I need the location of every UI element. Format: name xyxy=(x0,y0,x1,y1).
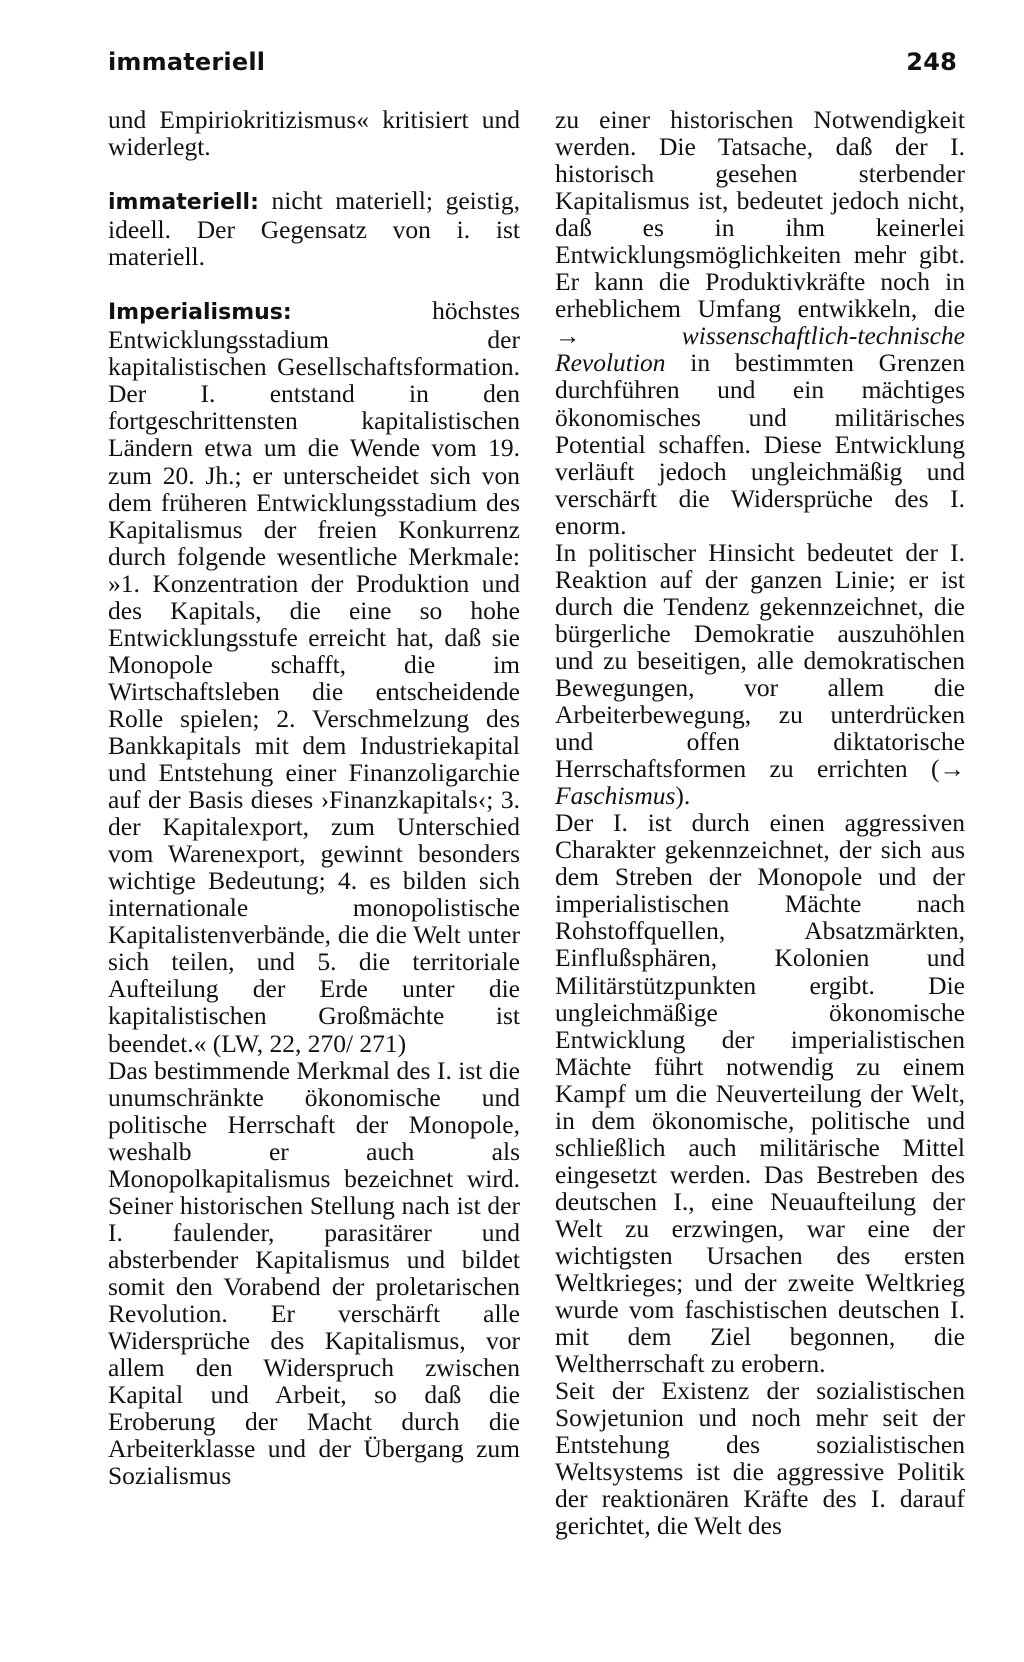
body-paragraph: Seit der Existenz der sozialistischen Sowjetunion und noch mehr seit der Entstehung des sozialistischen Weltsystems ist die aggressive Politik der reaktionären Kräfte des I. darauf gerichtet, die Welt des xyxy=(555,1376,965,1541)
entry-immateriell xyxy=(108,187,520,270)
entry-definition: höchstes Entwicklungsstadium der kapitalistischen Gesellschaftsformation. Der I. entstand in den fortgeschrittensten kapitalistischen Ländern etwa um die Wende vom 19. zum 20. Jh.; er unterscheidet sich von dem früheren Entwicklungsstadium des Kapitalismus der freien Konkurrenz durch folgende wesentliche Merkmale: »1. Konzentration der Produktion und des Kapitals, die eine so hohe Entwicklungsstufe erreicht hat, daß sie Monopole schafft, die im Wirtschaftsleben die entscheidende Rolle spielen; 2. Verschmelzung des Bankkapitals mit dem Industriekapital und Entstehung einer Finanzoligarchie auf der Basis dieses ›Finanzkapitals‹; 3. der Kapitalexport, zum Unterschied vom Warenexport, gewinnt besonders wichtige Bedeutung; 4. es bilden sich internationale monopolistische Kapitalistenverbände, die die Welt unter sich teilen, und 5. die territoriale Aufteilung der Erde unter die kapitalistischen Großmächte ist beendet.« (LW, 22, 270/ 271) xyxy=(108,296,520,1058)
text-run: In politischer Hinsicht bedeutet der I. Reaktion auf der ganzen Linie; er ist durch die Tendenz gekennzeichnet, die bürgerliche Demokratie auszuhöhlen und zu beseitigen, alle demokratischen Bewegungen, vor allem die Arbeiterbewegung, zu unterdrücken und offen diktatorische Herrschaftsformen zu errichten ( xyxy=(555,537,965,784)
right-column xyxy=(555,106,965,1539)
left-column xyxy=(108,106,520,1489)
entry-term: immateriell: xyxy=(108,190,259,216)
text-run: ). xyxy=(675,781,691,811)
text-run: in bestimmten Grenzen durchführen und ein mächtiges ökonomisches und militärisches Potential schaffen. Diese Entwicklung verläuft jedoch ungleichmäßig und verschärft die Widersprüche des I. enorm. xyxy=(555,348,965,540)
entry-term: Imperialismus: xyxy=(108,300,292,326)
body-paragraph: Das bestimmende Merkmal des I. ist die unumschränkte ökonomische und politische Herrschaft der Monopole, weshalb er auch als Monopolkapitalismus bezeichnet wird. Seiner historischen Stellung nach ist der I. faulender, parasitärer und absterbender Kapitalismus und bildet somit den Vorabend der proletarischen Revolution. Er verschärft alle Widersprüche des Kapitalismus, vor allem den Widerspruch zwischen Kapital und Arbeit, so daß die Eroberung der Macht durch die Arbeiterklasse und der Übergang zum Sozialismus xyxy=(108,1055,520,1491)
entry-definition: nicht materiell; geistig, ideell. Der Gegensatz von i. ist materiell. xyxy=(108,186,520,272)
body-paragraph xyxy=(555,539,965,809)
cross-reference-link[interactable]: Faschismus xyxy=(555,781,676,811)
cross-reference-arrow-icon: → xyxy=(555,321,682,351)
page-number: 248 xyxy=(906,48,957,76)
cross-reference-link[interactable]: wissenschaftlich-technische Revolution xyxy=(555,321,965,378)
running-head-keyword: immateriell xyxy=(108,48,266,76)
body-paragraph: Der I. ist durch einen aggressiven Charakter gekennzeichnet, der sich aus dem Streben der Monopole und der imperialistischen Mächte nach Rohstoffquellen, Absatzmärkten, Einflußsphären, Kolonien und Militärstützpunkten ergibt. Die ungleichmäßige ökonomische Entwicklung der imperialistischen Mächte führt notwendig zu einem Kampf um die Neuverteilung der Welt, in dem ökonomische, politische und schließlich auch militärische Mittel eingesetzt werden. Das Bestreben des deutschen I., eine Neuaufteilung der Welt zu erzwingen, war eine der wichtigsten Ursachen des ersten Weltkrieges; und der zweite Weltkrieg wurde vom faschistischen deutschen I. mit dem Ziel begonnen, die Weltherrschaft zu erobern. xyxy=(555,808,965,1379)
text-run: zu einer historischen Notwendigkeit werden. Die Tatsache, daß der I. historisch gesehen sterbender Kapitalismus ist, bedeutet jedoch nicht, daß es in ihm keinerlei Entwicklungsmöglichkeiten mehr gibt. Er kann die Produktivkräfte noch in erheblichem Umfang entwikkeln, die xyxy=(555,105,965,324)
cross-reference-arrow-icon: → xyxy=(939,754,965,784)
body-paragraph xyxy=(555,106,965,539)
page-header xyxy=(108,48,957,88)
entry-imperialismus xyxy=(108,297,520,1056)
continuation-paragraph: und Empiriokritizismus« kritisiert und widerlegt. xyxy=(108,105,520,162)
